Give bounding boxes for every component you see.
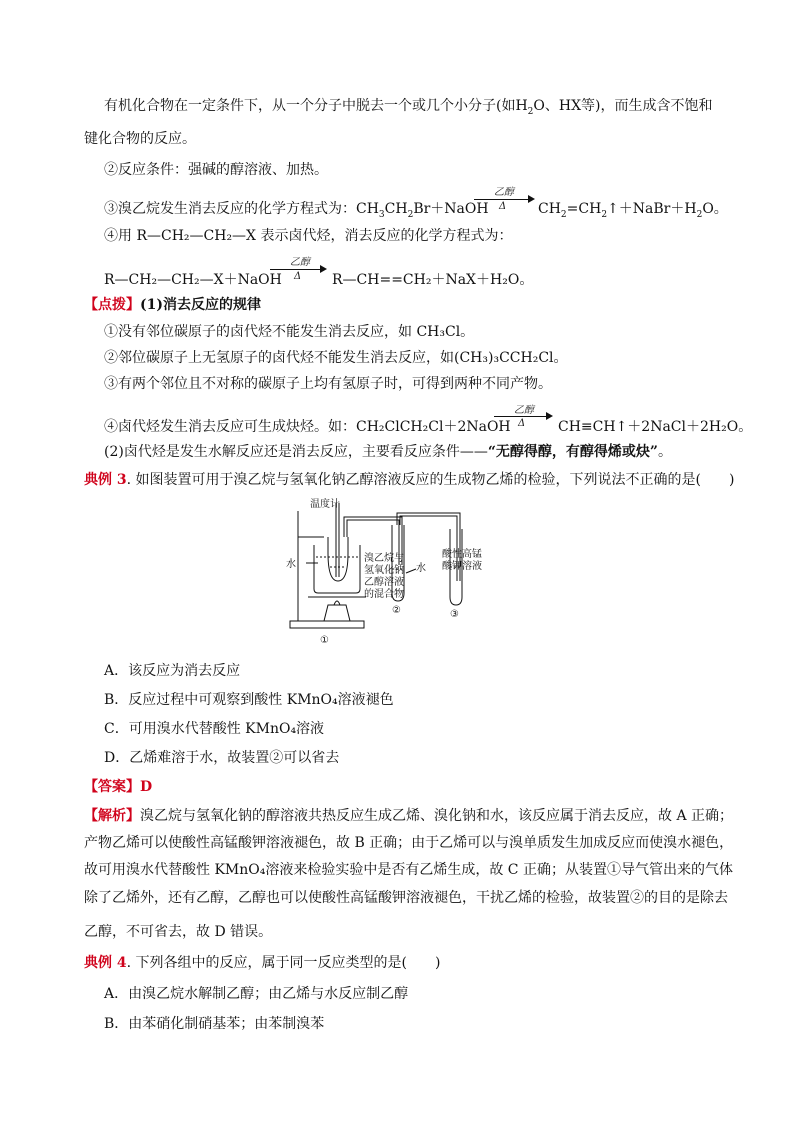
apparatus-figure (284, 497, 498, 645)
example-3-option-a: A．该反应为消去反应 (104, 663, 241, 679)
reaction-condition: ②反应条件：强碱的醇溶液、加热。 (104, 162, 328, 178)
example-4-stem: 典例 4. 下列各组中的反应，属于同一反应类型的是( ) (84, 955, 441, 971)
definition-line-1: 有机化合物在一定条件下，从一个分子中脱去一个或几个小分子(如$H_2O$、HX等)，而生成含不饱和 (104, 98, 713, 117)
eq4-arrow-line (270, 269, 322, 270)
tip-heading: 【点拨】(1)消去反应的规律 (84, 297, 261, 313)
apparatus-number-2: ② (392, 605, 401, 616)
general-equation-right: R—CH==CH₂＋NaX＋H₂O。 (332, 272, 534, 288)
apparatus-diagram (284, 497, 498, 645)
eq4-arrow-head (320, 265, 327, 273)
mixture-label-2: 氢氧化钠 (364, 565, 404, 576)
reaction-flask (328, 537, 348, 581)
tip-rule-1: ①没有邻位碳原子的卤代烃不能发生消去反应，如 CH₃Cl。 (104, 324, 475, 340)
apparatus-number-1: ① (320, 635, 329, 645)
analysis-line-3: 故可用溴水代替酸性 KMnO₄溶液来检验实验中是否有乙烯生成，故 C 正确；从装置①导气管出来的气体 (84, 862, 733, 878)
alcohol-lamp (324, 605, 350, 621)
tip-rule-2: ②邻位碳原子上无氢原子的卤代烃不能发生消去反应，如(CH₃)₃CCH₂Cl。 (104, 350, 568, 366)
analysis-line-1: 【解析】溴乙烷与氢氧化钠的醇溶液共热反应生成乙烯、溴化钠和水，该反应属于消去反应，故 A 正确； (84, 808, 734, 824)
thermometer-label: 温度计 (310, 499, 340, 510)
example-4-option-a: A．由溴乙烷水解制乙醇；由乙烯与水反应制乙醇 (104, 986, 409, 1002)
eq3-arrow-head (528, 195, 535, 203)
analysis-line-5: 乙醇，不可省去，故 D 错误。 (84, 924, 273, 940)
analysis-line-4: 除了乙烯外，还有乙醇，乙醇也可以使酸性高锰酸钾溶液褪色，干扰乙烯的检验，故装置②的目的是除去 (84, 890, 728, 906)
equation-bromoethane-right: $CH_2=CH_2↑+NaBr+H_2O$。 (538, 201, 728, 220)
kmno4-label-2: 酸钾溶液 (442, 561, 482, 572)
kmno4-label-1: 酸性高锰 (442, 549, 482, 560)
mixture-label-4: 的混合物 (364, 589, 404, 600)
example-3-option-b: B．反应过程中可观察到酸性 KMnO₄溶液褪色 (104, 692, 394, 708)
eq4-condition-below: Δ (294, 271, 302, 282)
mixture-label-3: 乙醇溶液 (364, 577, 404, 588)
example-3-option-c: C．可用溴水代替酸性 KMnO₄溶液 (104, 721, 325, 737)
r4-condition-above: 乙醇 (514, 405, 534, 416)
general-equation-left: R—CH₂—CH₂—X＋NaOH (104, 272, 282, 288)
apparatus-number-3: ③ (450, 609, 459, 620)
r4-arrow-line (494, 416, 548, 417)
eq3-arrow-line (474, 199, 530, 200)
r4-condition-below: Δ (518, 418, 526, 429)
example-3-stem: 典例 3. 如图装置可用于溴乙烷与氢氧化钠乙醇溶液反应的生成物乙烯的检验，下列说法不正确的是( ) (84, 472, 735, 488)
definition-line-2: 键化合物的反应。 (84, 131, 196, 147)
example-3-option-d: D．乙烯难溶于水，故装置②可以省去 (104, 750, 340, 766)
tip-point-2: (2)卤代烃是发生水解反应还是消去反应，主要看反应条件——“无醇得醇，有醇得烯或炔”。 (104, 444, 672, 460)
mixture-label-1: 溴乙烷与 (364, 553, 404, 564)
eq4-condition-above: 乙醇 (290, 257, 310, 268)
example-3-answer: 【答案】D (84, 779, 153, 795)
water-bath-beaker (314, 545, 360, 593)
tip-rule-4-right: CH≡CH↑＋2NaCl＋2H₂O。 (558, 419, 753, 435)
analysis-line-2: 产物乙烯可以使酸性高锰酸钾溶液褪色，故 B 正确；由于乙烯可以与溴单质发生加成反应而使溴水褪色， (84, 835, 734, 851)
eq3-condition-below: Δ (499, 201, 507, 212)
eq3-condition-above: 乙醇 (494, 187, 514, 198)
example-4-option-b: B．由苯硝化制硝基苯；由苯制溴苯 (104, 1016, 325, 1032)
water-label-1: 水 (286, 559, 296, 570)
general-equation-intro: ④用 R—CH₂—CH₂—X 表示卤代烃，消去反应的化学方程式为： (104, 228, 513, 244)
water-label-2: 水 (416, 563, 426, 574)
tip-rule-4-left: ④卤代烃发生消去反应可生成炔烃。如：CH₂ClCH₂Cl＋2NaOH (104, 419, 511, 435)
equation-bromoethane-left: ③溴乙烷发生消去反应的化学方程式为：$CH_3CH_2Br+NaOH$ (104, 201, 489, 220)
r4-arrow-head (546, 412, 553, 420)
tip-rule-3: ③有两个邻位且不对称的碳原子上均有氢原子时，可得到两种不同产物。 (104, 376, 552, 392)
stand-base (290, 621, 364, 628)
